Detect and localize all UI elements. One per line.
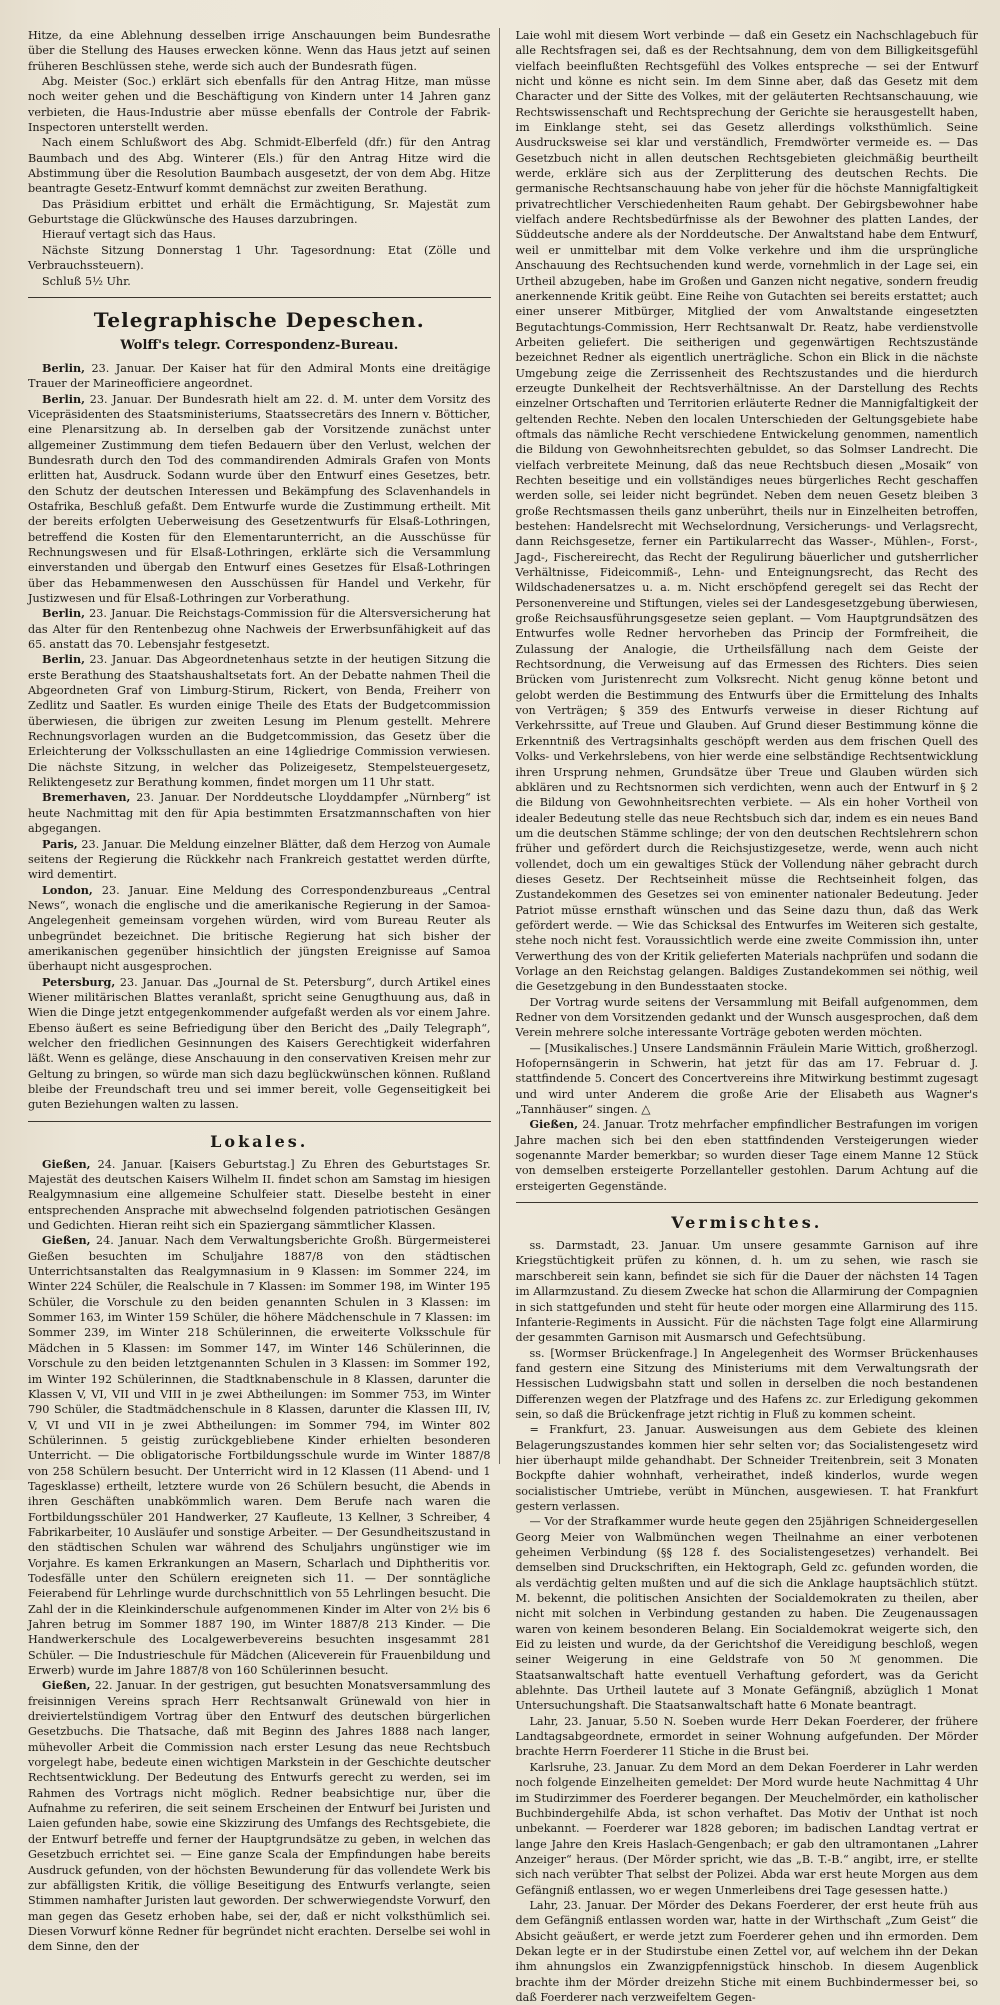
- paragraph: Nächste Sitzung Donnerstag 1 Uhr. Tagesordnung: Etat (Zölle und Verbrauchssteuern).: [28, 243, 491, 273]
- news-item: [516, 1041, 979, 1118]
- paragraph: Das Präsidium erbittet und erhält die Ermächtigung, Sr. Majestät zum Geburtstage die Glückwünsche des Hauses darzubringen.: [28, 197, 491, 227]
- telegram-section-title: Telegraphische Depeschen.: [93, 307, 425, 332]
- news-text: 23. Januar. Eine Meldung des Correspondenzbureaus „Central News“, wonach die englische und die amerikanische Regierung in der Samoa-Angelegenheit gemeinsam vorgehen würden, wird vom Bureau Reuter als unbegründet bezeichnet. Die britische Regierung hat sich bisher der amerikanischen gegenüber hinsichtlich der jüngsten Ereignisse auf Samoa überhaupt nicht ausgesprochen.: [28, 883, 491, 974]
- news-text: 23. Januar. Der Kaiser hat für den Admiral Monts eine dreitägige Trauer der Marineofficiere angeordnet.: [28, 361, 491, 391]
- dateline-place: Berlin,: [42, 606, 85, 621]
- local-section-title: Lokales.: [210, 1131, 309, 1151]
- dateline-place: Gießen,: [42, 1678, 91, 1693]
- news-item: [516, 1117, 979, 1194]
- dateline-place: Bremerhaven,: [42, 790, 131, 805]
- paragraph: Nach einem Schlußwort des Abg. Schmidt-Elberfeld (dfr.) für den Antrag Baumbach und des Abg. Winterer (Els.) für den Antrag Hitze wird die Abstimmung über die Resolution Baumbach ausgesetzt, der von dem Abg. Hitze beantragte Gesetz-Entwurf kommt demnächst zur zweiten Berathung.: [28, 136, 491, 196]
- paragraph: Karlsruhe, 23. Januar. Zu dem Mord an dem Dekan Foerderer in Lahr werden noch folgende Einzelheiten gemeldet: Der Mord wurde heute Nachmittag 4 Uhr im Studirzimmer des Foerderer begangen. Der Meuchelmörder, ein katholischer Buchbindergehilfe Abda, ist schon verhaftet. Das Motiv der Unthat ist noch unbekannt. — Foerderer war 1828 geboren; im badischen Landtag vertrat er lange Jahre den Kreis Haslach-Gengenbach; er gab den ultramontanen „Lahrer Anzeiger“ heraus. (Der Mörder spricht, wie das „B. T.-B.“ angibt, irre, er stellte sich nach verübter That selbst der Polizei. Abda war erst heute Morgen aus dem Gefängniß entlassen, wo er wegen Unmerleibens drei Tage gesessen hatte.): [515, 1760, 978, 1897]
- news-item: [28, 790, 491, 836]
- dateline-place: London,: [42, 882, 93, 897]
- news-text: 22. Januar. In der gestrigen, gut besuchten Monatsversammlung des freisinnigen Vereins sprach Herr Rechtsanwalt Grünewald von hier in dreiviertelstündigem Vortrag über den Entwurf des deutschen bürgerlichen Gesetzbuchs. Die Thatsache, daß mit Beginn des Jahres 1888 nach langer, mühevoller Arbeit die Commission nach erster Lesung das neue Rechtsbuch vorgelegt habe, bedeute einen wichtigen Markstein in der Geschichte deutscher Rechtsentwicklung. Der Bedeutung des Entwurfs gerecht zu werden, sei im Rahmen des Vortrags nicht möglich. Redner beabsichtige nur, über die Aufnahme zu referiren, die seit seinem Erscheinen der Entwurf bei Juristen und Laien gefunden habe, sowie eine Skizzirung des Umfangs des Rechtsgebiete, die der Entwurf betreffe und ferner der Hauptgrundsätze zu geben, in welchen das Gesetzbuch errichtet sei. — Eine ganze Scala der Empfindungen habe bereits Ausdruck gefunden, von der höchsten Bewunderung für das vollendete Werk bis zur abfälligsten Kritik, die völlige Beseitigung des Entwurfs verlangte, seien Stimmen namhafter Juristen laut geworden. Der schwerwiegendste Vorwurf, den man gegen das Gesetz erhoben habe, sei der, daß er nicht volksthümlich sei. Diesen Vorwurf könne Redner für begründet nicht erachten. Derselbe sei wohl in dem Sinne, den der: [28, 1679, 491, 1954]
- news-item: [28, 1678, 491, 1954]
- section-divider: [28, 1121, 491, 1122]
- paragraph: Laie wohl mit diesem Wort verbinde — daß ein Gesetz ein Nachschlagebuch für alle Rechtsfragen sei, daß es der Rechtsahnung, dem von dem Billigkeitsgefühl vielfach beeinflußten Rechtsgefühl des Volkes entspreche — sei der Entwurf nicht und könne es nicht sein. Im dem Sinne aber, daß das Gesetz mit dem Character und der Sitte des Volkes, mit der geläuterten Rechtsanschauung, wie Rechtswissenschaft und Rechtsprechung der Gerichte sie herausgestellt haben, im Einklange steht, sei das Gesetz allerdings volksthümlich. Seine Ausdrucksweise sei klar und verständlich, Fremdwörter vermeide es. — Das Gesetzbuch nicht in allen deutschen Rechtsgebieten gleichmäßig beurtheilt werde, erkläre sich aus der Zerplitterung des deutschen Rechts. Die germanische Rechtsanschauung habe von jeher für die höchste Mannigfaltigkeit privatrechtlicher Verschiedenheiten Raum gehabt. Der Gebirgsbewohner habe vielfach andere Rechtsbedürfnisse als der Bewohner des platten Landes, der Süddeutsche andere als der Norddeutsche. Der Anwaltstand habe dem Entwurf, weil er unmittelbar mit dem Volke verkehre und ihm die ursprüngliche Anschauung des Rechtsuchenden kund werde, vornehmlich in der Lage sei, ein Urtheil abzugeben, habe im Großen und Ganzen nicht negative, sondern freudig anerkennende Kritik geübt. Eine Reihe von Gutachten sei bereits erstattet; auch einer unserer Mitbürger, Mitglied der vom Anwaltstande eingesetzten Begutachtungs-Commission, Herr Rechtsanwalt Dr. Reatz, habe verdienstvolle Arbeiten geliefert. Die seitherigen und gegenwärtigen Rechtszustände bezeichnet Redner als eigentlich unerträgliche. Schon ein Blick in die nächste Umgebung zeige die Zerrissenheit des Rechtszustandes und die hierdurch erzeugte Dunkelheit der Rechtsverhältnisse. An der Darstellung des Rechts einzelner Ortschaften und Territorien erläuterte Redner die Mannigfaltigkeit der geltenden Rechte. Neben den localen Unterschieden der Geltungsgebiete habe oftmals das nämliche Recht verschiedene Entwickelung genommen, namentlich die Bildung von Gewohnheitsrechten gebuldet, so das Solmser Landrecht. Die vielfach verbreitete Meinung, daß das neue Rechtsbuch diesen „Mosaik“ von Rechten beseitige und ein vollständiges neues bürgerliches Recht geschaffen werden solle, sei leider nicht begründet. Neben dem neuen Gesetz bleiben 3 große Rechtsmassen theils ganz unberührt, theils nur in Einzelheiten betroffen, bestehen: Handelsrecht mit Wechselordnung, Versicherungs- und Verlagsrecht, dann Reichsgesetze, ferner ein Partikularrecht das Wasser-, Mühlen-, Forst-, Jagd-, Fischereirecht, das Recht der Regulirung bäuerlicher und gutsherrlicher Verhältnisse, Fideicommiß-, Lehn- und Enteignungsrecht, das Recht des Wildschadenersatzes u. a. m. Nicht erschöpfend geregelt sei das Recht der Personenvereine und Stiftungen, vieles sei der Landesgesetzgebung überwiesen, große Reichsausführungsgesetze seien geplant. — Vom Hauptgrundsätzen des Entwurfes wolle Redner hervorheben das Princip der Formfreiheit, die Zulassung der Analogie, die Urtheilsfällung nach dem Geiste der Rechtsordnung, die Verweisung auf das Ermessen des Richters. Dies seien Brücken vom Juristenrecht zum Volksrecht. Nicht genug könne betont und gelobt werden die Bestimmung des Entwurfs über die Ermittelung des Inhalts von Verträgen; § 359 des Entwurfs verweise in dieser Richtung auf Verkehrssitte, auf Treue und Glauben. Auf Grund dieser Bestimmung könne die Erkenntniß des Vertragsinhalts geschöpft werden aus dem frischen Quell des Volks- und Verkehrslebens, von hier werde eine selbständige Rechtsentwicklung ihren Ursprung nehmen, Grundsätze über Treue und Glauben würden sich abklären und zu Rechtsnormen sich verdichten, wenn auch der Entwurf in § 2 die Bildung von Gewohnheitsrechten verbiete. — Als ein hoher Vortheil von idealer Bedeutung stelle das neue Rechtsbuch sich dar, indem es ein neues Band um die deutschen Stämme schlinge; der von den deutschen Rechtslehrern schon früher und gefördert durch die Reichsjustizgesetze, werde, wenn auch nicht vollendet, doch um ein gewaltiges Stück der Vollendung näher gebracht durch dieses Gesetz. Der Rechtseinheit müsse die Rechtseinheit folgen, das Zustandekommen des Gesetzes sei von eminenter nationaler Bedeutung. Jeder Patriot müsse ernsthaft wünschen und das Seine dazu thun, daß das Werk gefördert werde. — Wie das Schicksal des Entwurfes im Weiteren sich gestalte, stehe noch nicht fest. Voraussichtlich werde eine zweite Commission ihn, unter Verwerthung des von der Kritik gelieferten Materials nachprüfen und sodann die Vorlage an den Reichstag gelangen. Baldiges Zustandekommen sei nöthig, weil die Gesetzgebung in den Bundesstaaten stocke.: [515, 29, 978, 994]
- news-text: 24. Januar. Trotz mehrfacher empfindlicher Bestrafungen im vorigen Jahre machen sich bei den eben stattfindenden Versteigerungen wieder sogenannte Marder bemerkbar; so wurden dieser Tage einem Manne 12 Stück von demselben ersteigerte Porzellanteller gestohlen. Darum Achtung auf die ersteigerten Gegenstände.: [515, 1118, 979, 1193]
- paragraph: Der Vortrag wurde seitens der Versammlung mit Beifall aufgenommen, dem Redner von dem Vorsitzenden gedankt und der Wunsch ausgesprochen, daß dem Verein mehrere solche interessante Vorträge geboten werden möchten.: [515, 995, 978, 1040]
- news-text: 23. Januar. Der Norddeutsche Lloyddampfer „Nürnberg“ ist heute Nachmittag mit den für Apia bestimmten Ersatzmannschaften von hier abgegangen.: [28, 791, 491, 836]
- news-item: [28, 392, 491, 607]
- news-text: 24. Januar. [Kaisers Geburtstag.] Zu Ehren des Geburtstages Sr. Majestät des deutschen Kaisers Wilhelm II. findet schon am Samstag im hiesigen Realgymnasium eine allgemeine Schulfeier statt. Dieselbe besteht in einer entsprechenden Ansprache mit abwechselnd folgenden patriotischen Gesängen und Gedichten. Hieran reiht sich ein Spaziergang sämmtlicher Klassen.: [28, 1157, 491, 1233]
- dateline-place: Gießen,: [529, 1117, 579, 1132]
- news-text: 23. Januar. Die Reichstags-Commission für die Altersversicherung hat das Alter für den Rentenbezug ohne Nachweis der Erwerbsunfähigkeit auf das 65. anstatt das 70. Lebensjahr festgesetzt.: [28, 607, 491, 652]
- dateline-place: Berlin,: [42, 652, 85, 667]
- paragraph: Hitze, da eine Ablehnung desselben irrige Anschauungen beim Bundesrathe über die Stellung des Hauses erwecken könne. Wenn das Haus jetzt auf seinen früheren Beschlüssen stehe, werde sich auch der Bundesrath fügen.: [28, 29, 491, 73]
- paragraph: Abg. Meister (Soc.) erklärt sich ebenfalls für den Antrag Hitze, man müsse noch weiter gehen und die Beschäftigung von Kindern unter 14 Jahren ganz verbieten, die Haus-Industrie aber müsse ebenfalls der Controle der Fabrik-Inspectoren unterstellt werden.: [28, 75, 491, 135]
- dateline-place: Paris,: [42, 836, 78, 851]
- news-item: [28, 883, 491, 975]
- telegram-section-subtitle: Wolff's telegr. Correspondenz-Bureau.: [120, 337, 399, 353]
- left-column: [28, 28, 500, 1954]
- paragraph: Lahr, 23. Januar, 5.50 N. Soeben wurde Herr Dekan Foerderer, der frühere Landtagsabgeordnete, ermordet in seiner Wohnung aufgefunden. Der Mörder brachte Herrn Foerderer 11 Stiche in die Brust bei.: [515, 1714, 978, 1759]
- news-text: 23. Januar. Das „Journal de St. Petersburg“, durch Artikel eines Wiener militärischen Blattes veranlaßt, spricht seine Genugthuung aus, daß in Wien die Dinge jetzt entgegenkommender aufgefaßt werden als vor einem Jahre. Ebenso äußert es seine Befriedigung über den Bericht des „Daily Telegraph“, welcher den friedlichen Gesinnungen des Kaisers Gerechtigkeit widerfahren läßt. Wenn es gelänge, diese Anschauung in den conservativen Kreisen mehr zur Geltung zu bringen, so würde man sich dazu beglückwünschen können. Rußland bleibe der Freundschaft treu und sei immer bereit, volle Gegenseitigkeit bei guten Beziehungen walten zu lassen.: [28, 975, 491, 1112]
- misc-section-title: Vermischtes.: [671, 1213, 823, 1233]
- news-text: — [Musikalisches.] Unsere Landsmännin Fräulein Marie Wittich, großherzogl. Hofopernsängerin in Schwerin, hat jetzt für das am 17. Februar d. J. stattfindende 5. Concert des Concertvereins ihre Mitwirkung bestimmt zugesagt und wird unter Anderem die große Arie der Elisabeth aus Wagner's „Tannhäuser“ singen.: [515, 1041, 978, 1117]
- paragraph: Hierauf vertagt sich das Haus.: [42, 228, 216, 242]
- paragraph: Lahr, 23. Januar. Der Mörder des Dekans Foerderer, der erst heute früh aus dem Gefängniß entlassen worden war, hatte in der Wirthschaft „Zum Geist“ die Absicht geäußert, er werde jetzt zum Foerderer gehen und ihn ermorden. Dem Dekan legte er in der Studirstube einen Zettel vor, auf welchem ihn der Dekan ihm ahnungslos ein Zwanzigpfennigstück hinschob. In diesem Augenblick brachte ihm der Mörder dreizehn Stiche mit einem Buchbindermesser bei, so daß Foerderer nach verzweifeltem Gegen-: [515, 1898, 978, 2004]
- paragraph: ss. Darmstadt, 23. Januar. Um unsere gesammte Garnison auf ihre Kriegstüchtigkeit prüfen zu können, d. h. um zu sehen, wie rasch sie marschbereit sein kann, befindet sie sich für die Dauer der nächsten 14 Tagen im Allarmzustand. Zu diesem Zwecke hat schon die Allarmirung der Compagnien in sich stattgefunden und steht für heute oder morgen eine Allarmirung des 115. Infanterie-Regiments in Aussicht. Für die nächsten Tage folgt eine Allarmirung der gesammten Garnison mit Ausmarsch und Gefechtsübung.: [515, 1239, 978, 1345]
- news-item: [28, 606, 491, 652]
- paragraph: Schluß 5½ Uhr.: [42, 274, 131, 288]
- section-divider: [28, 297, 491, 298]
- dateline-place: Berlin,: [42, 360, 85, 375]
- triangle-mark-icon: △: [641, 1102, 651, 1117]
- dateline-place: Petersburg,: [42, 974, 116, 989]
- news-item: [28, 837, 491, 883]
- news-text: 24. Januar. Nach dem Verwaltungsberichte Großh. Bürgermeisterei Gießen besuchten im Schuljahre 1887/8 von den städtischen Unterrichtsanstalten das Realgymnasium in 9 Klassen: im Sommer 224, im Winter 224 Schüler, die Realschule in 7 Klassen: im Sommer 198, im Winter 195 Schüler, die Vorschule zu den beiden genannten Schulen in 3 Klassen: im Sommer 163, im Winter 159 Schüler, die höhere Mädchenschule in 7 Klassen: im Sommer 239, im Winter 218 Schülerinnen, die erweiterte Volksschule für Mädchen in 5 Klassen: im Sommer 147, im Winter 146 Schülerinnen, die Vorschule zu den beiden letztgenannten Schulen in 3 Klassen: im Sommer 192, im Winter 192 Schülerinnen, die Stadtknabenschule in 8 Klassen, darunter die Klassen V, VI, VII und VIII in je zwei Abtheilungen: im Sommer 753, im Winter 790 Schüler, die Stadtmädchenschule in 8 Klassen, darunter die Klassen III, IV, V, VI und VII in je zwei Abtheilungen: im Sommer 794, im Winter 802 Schülerinnen. 5 geistig zurückgebliebene Kinder erhielten besonderen Unterricht. — Die obligatorische Fortbildungsschule wurde im Winter 1887/8 von 258 Schülern besucht. Der Unterricht wird in 12 Klassen (11 Abend- und 1 Tagesklasse) ertheilt, letztere wurde von 26 Schülern besucht, die Abends in ihren Geschäften unabkömmlich waren. Dem Berufe nach waren die Fortbildungsschüler 201 Handwerker, 27 Kaufleute, 13 Kellner, 3 Schreiber, 4 Fabrikarbeiter, 10 Ausläufer und sonstige Arbeiter. — Der Gesundheitszustand in den städtischen Schulen war während des Schuljahrs ungünstiger wie im Vorjahre. Es kamen Erkrankungen an Masern, Scharlach und Diphtheritis vor. Todesfälle unter den Schülern ereigneten sich 11. — Der sonntägliche Feierabend für Lehrlinge wurde durchschnittlich von 55 Lehrlingen besucht. Die Zahl der in die Kleinkinderschule aufgenommenen Kinder im Alter von 2½ bis 6 Jahren betrug im Sommer 1887 190, im Winter 1887/8 213 Kinder. — Die Handwerkerschule des Localgewerbevereins besuchten insgesammt 281 Schüler. — Die Industrieschule für Mädchen (Aliceverein für Frauenbildung und Erwerb) wurde im Jahre 1887/8 von 160 Schülerinnen besucht.: [28, 1234, 491, 1678]
- news-text: 23. Januar. Der Bundesrath hielt am 22. d. M. unter dem Vorsitz des Vicepräsidenten des Staatsministeriums, Staatssecretärs des Innern v. Bötticher, eine Plenarsitzung ab. In derselben gab der Vorsitzende zunächst unter allgemeiner Zustimmung dem tiefen Bedauern über den Verlust, welchen der Bundesrath durch den Tod des commandirenden Admirals Grafen von Monts erlitten hat, Ausdruck. Sodann wurde über den Entwurf eines Gesetzes, betr. den Schutz der deutschen Interessen und Bekämpfung des Sclavenhandels in Ostafrika, Beschluß gefaßt. Dem Entwurfe wurde die Zustimmung ertheilt. Mit der bereits erfolgten Ueberweisung des Gesetzentwurfs für Elsaß-Lothringen, betreffend die Kosten für den Elementarunterricht, an die Ausschüsse für Rechnungswesen und für Elsaß-Lothringen, erklärte sich die Versammlung einverstanden und übergab den Entwurf eines Gesetzes für Elsaß-Lothringen über das Hebammenwesen den Ausschüssen für Handel und Verkehr, für Justizwesen und für Elsaß-Lothringen zur Vorberathung.: [28, 392, 491, 605]
- news-item: [28, 975, 491, 1113]
- paragraph: = Frankfurt, 23. Januar. Ausweisungen aus dem Gebiete des kleinen Belagerungszustandes kommen hier sehr selten vor; das Socialistengesetz wird hier überhaupt milde gehandhabt. Der Schneider Treitenbrein, seit 3 Monaten Bockpfte dahier wohnhaft, verheirathet, indeß kinderlos, wurde wegen socialistischer Umtriebe, verübt in München, ausgewiesen. T. hat Frankfurt gestern verlassen.: [515, 1423, 978, 1513]
- dateline-place: Gießen,: [42, 1233, 91, 1248]
- news-item: [28, 1157, 491, 1234]
- paragraph: — Vor der Strafkammer wurde heute gegen den 25jährigen Schneidergesellen Georg Meier von Walbmünchen wegen Theilnahme an einer verbotenen geheimen Verbindung (§§ 128 f. des Socialistengesetzes) verhandelt. Bei demselben sind Druckschriften, ein Hektograph, Geld zc. gefunden worden, die als verdächtig gelten mußten und auf die sich die Anklage hauptsächlich stützt. M. bekennt, die politischen Ansichten der Socialdemokraten zu theilen, aber nicht mit solchen in Verbindung gestanden zu haben. Die Zeugenaussagen waren von keinem besonderen Belang. Ein Socialdemokrat weigerte sich, den Eid zu leisten und wurde, da der Gerichtshof die Vereidigung beschloß, wegen seiner Weigerung in eine Geldstrafe von 50 ℳ genommen. Die Staatsanwaltschaft hatte eventuell Verhaftung gefordert, was da Gericht ablehnte. Das Urtheil lautete auf 3 Monate Gefängniß, abzüglich 1 Monat Untersuchungshaft. Die Staatsanwaltschaft hatte 6 Monate beantragt.: [515, 1515, 978, 1713]
- news-text: 23. Januar. Die Meldung einzelner Blätter, daß dem Herzog von Aumale seitens der Regierung die Rückkehr nach Frankreich gestattet werden dürfte, wird dementirt.: [28, 837, 491, 882]
- dateline-place: Gießen,: [42, 1156, 91, 1171]
- dateline-place: Berlin,: [42, 391, 85, 406]
- section-divider: [516, 1202, 979, 1203]
- paragraph: ss. [Wormser Brückenfrage.] In Angelegenheit des Wormser Brückenhauses fand gestern eine Sitzung des Ministeriums mit dem Verwaltungsrath der Hessischen Ludwigsbahn statt und sollen in derselben die noch bestandenen Differenzen wegen der Platzfrage und des Hafens zc. zur Erledigung gekommen sein, so daß die Brückenfrage jetzt richtig in Fluß zu kommen scheint.: [515, 1346, 978, 1421]
- news-item: [28, 652, 491, 790]
- news-item: [28, 1233, 491, 1678]
- news-item: [28, 361, 491, 392]
- news-text: 23. Januar. Das Abgeordnetenhaus setzte in der heutigen Sitzung die erste Berathung des Staatshaushaltsetats fort. An der Debatte nahmen Theil die Abgeordneten Graf von Limburg-Stirum, Rickert, von Benda, Freiherr von Zedlitz und Saatler. Es wurden einige Theile des Etats der Budgetcommission überwiesen, die übrigen zur zweiten Lesung im Plenum gestellt. Mehrere Rechnungsvorlagen wurden an die Budgetcommission, das Gesetz über die Erleichterung der Volksschullasten an eine 14gliedrige Commission verwiesen. Die nächste Sitzung, in welcher das Polizeigesetz, Stempelsteuergesetz, Reliktengesetz zur Berathung kommen, findet morgen um 11 Uhr statt.: [28, 653, 491, 790]
- right-column: [515, 28, 979, 2004]
